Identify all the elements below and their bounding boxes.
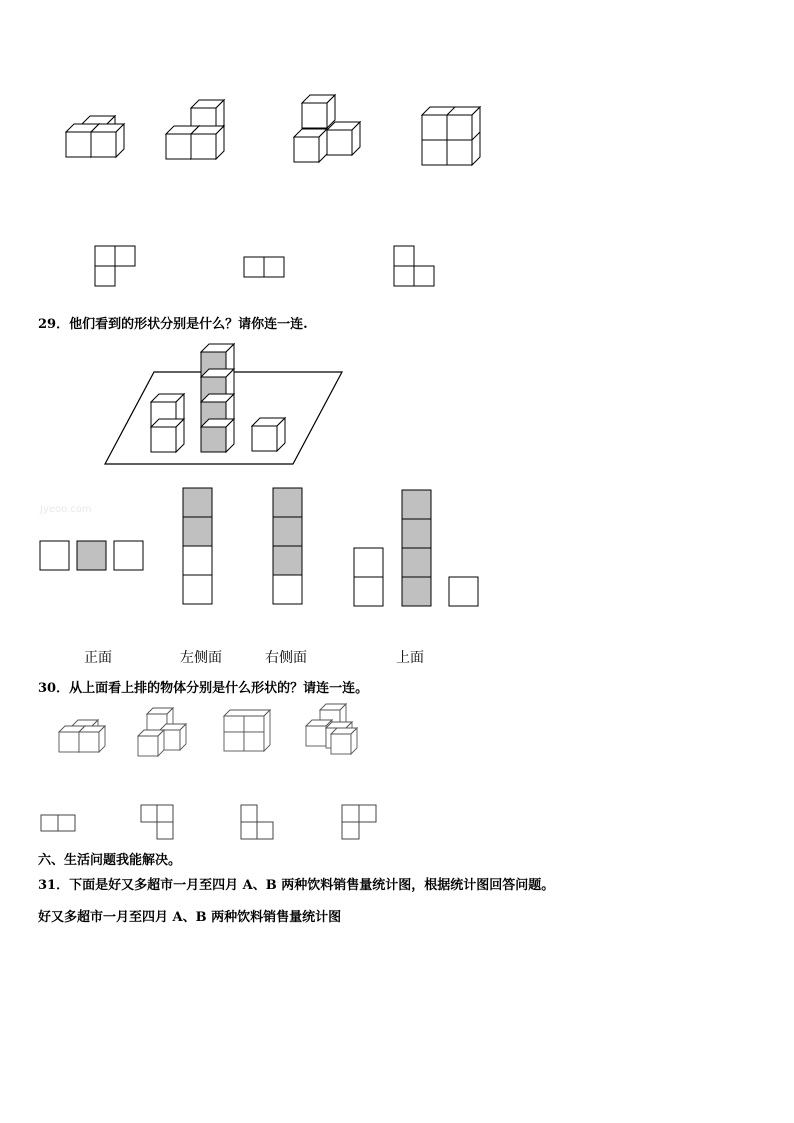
solid-1	[66, 116, 124, 157]
watermark: Jyeoo.com	[40, 504, 92, 515]
label-right-side: 右侧面	[265, 650, 307, 666]
q29-scene	[105, 344, 342, 464]
q30-title: 30．从上面看上排的物体分别是什么形状的？请连一连。	[38, 681, 369, 696]
chart-title: 好又多超市一月至四月 A、B 两种饮料销售量统计图	[38, 910, 342, 925]
q30-solid-2	[138, 708, 186, 756]
label-left-side: 左侧面	[180, 650, 222, 666]
solid-4	[422, 107, 480, 165]
top-view	[354, 490, 478, 606]
view-shape-1	[95, 246, 135, 286]
q30-view-2	[141, 805, 173, 839]
q29-title: 29．他们看到的形状分别是什么？请你连一连.	[38, 317, 308, 332]
label-front: 正面	[84, 650, 112, 666]
q30-solid-3	[224, 710, 270, 751]
view-shape-3	[394, 246, 434, 286]
left-view	[183, 488, 212, 604]
q30-view-1	[41, 815, 75, 831]
q31-title: 31．下面是好又多超市一月至四月 A、B 两种饮料销售量统计图，根据统计图回答问题。	[38, 878, 555, 893]
front-view	[40, 541, 143, 570]
solid-2	[166, 100, 224, 159]
q30-solid-4	[306, 704, 357, 754]
section6-title: 六、生活问题我能解决。	[38, 853, 182, 868]
label-top: 上面	[396, 650, 424, 666]
q30-solid-1	[59, 720, 105, 752]
q30-view-3	[241, 805, 273, 839]
solid-3	[294, 95, 360, 162]
view-shape-2	[244, 257, 284, 277]
q30-view-4	[342, 805, 376, 839]
right-view	[273, 488, 302, 604]
